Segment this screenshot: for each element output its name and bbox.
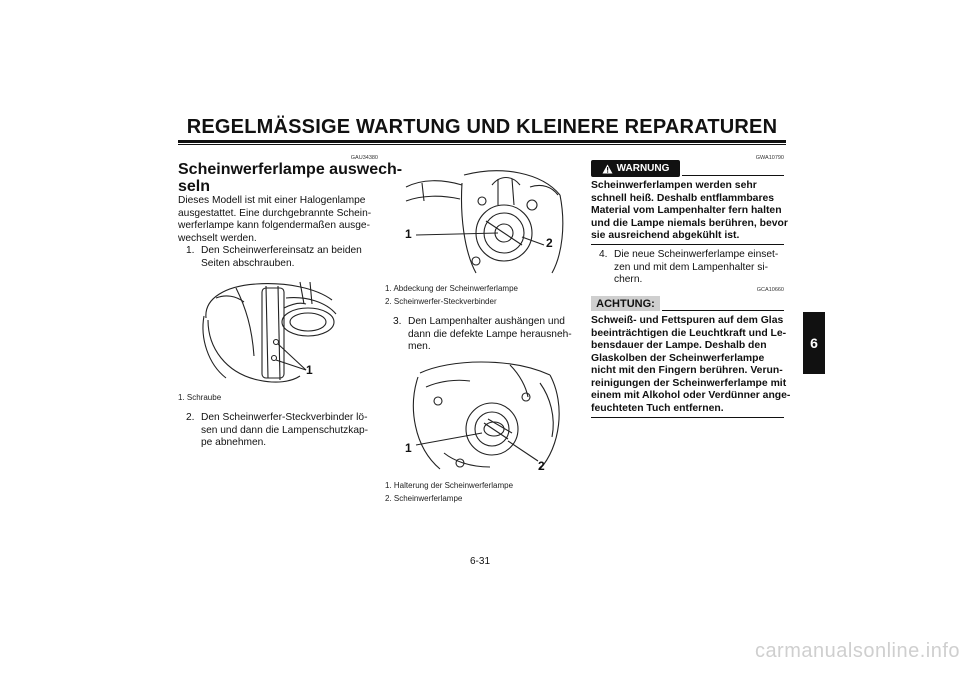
step-4-line-2: zen und mit dem Lampenhalter si-	[614, 262, 769, 273]
step-2-number: 2.	[186, 412, 195, 423]
caution-line-3: bensdauer der Lampe. Deshalb den	[591, 340, 767, 351]
step-1-line-1: Den Scheinwerfereinsatz an beiden	[201, 245, 362, 256]
figure-3-caption-1: 1. Halterung der Scheinwerferlampe	[385, 481, 514, 490]
caution-header-rule	[662, 310, 784, 311]
chapter-tab: 6	[803, 312, 825, 374]
warning-line-1: Scheinwerferlampen werden sehr	[591, 180, 757, 191]
caution-line-7: einem mit Alkohol oder Verdünner ange-	[591, 390, 791, 401]
caution-label: ACHTUNG:	[596, 297, 655, 310]
watermark-text: carmanualsonline.info	[754, 640, 960, 662]
figure-1-screw-illustration	[196, 278, 342, 388]
figure-3-caption-2: 2. Scheinwerferlampe	[385, 494, 463, 503]
caution-line-2: beeinträchtigen die Leuchtkraft und Le-	[591, 328, 787, 339]
caution-line-8: feuchteten Tuch entfernen.	[591, 403, 724, 414]
figure-2-caption-1: 1. Abdeckung der Scheinwerferlampe	[385, 284, 518, 293]
figure-3-callout-2: 2	[538, 459, 545, 473]
page-header-title: REGELMÄSSIGE WARTUNG UND KLEINERE REPARATUREN	[186, 116, 778, 138]
figure-2-headlight-connector-illustration	[402, 165, 568, 277]
figure-2-caption-2: 2. Scheinwerfer-Steckverbinder	[385, 297, 497, 306]
intro-line-2: ausgestattet. Eine durchgebrannte Schein-	[178, 208, 372, 219]
warning-header-rule	[682, 175, 784, 176]
warning-footer-rule	[591, 244, 784, 245]
step-1-line-2: Seiten abschrauben.	[201, 258, 295, 269]
caution-line-4: Glaskolben der Scheinwerferlampe	[591, 353, 765, 364]
warning-line-2: schnell heiß. Deshalb entflammbares	[591, 193, 775, 204]
warning-line-3: Material vom Lampenhalter fern halten	[591, 205, 782, 216]
caution-footer-rule	[591, 417, 784, 418]
step-3-line-2: dann die defekte Lampe herausneh-	[408, 329, 572, 340]
caution-badge	[591, 296, 660, 311]
step-2-line-3: pe abnehmen.	[201, 437, 267, 448]
section-code: GAU34380	[350, 155, 378, 161]
step-4-line-1: Die neue Scheinwerferlampe einset-	[614, 249, 779, 260]
figure-2-callout-1: 1	[405, 227, 412, 241]
intro-line-1: Dieses Modell ist mit einer Halogenlampe	[178, 195, 366, 206]
section-title-line2: seln	[178, 178, 211, 195]
warning-line-4: und die Lampe niemals berühren, bevor	[591, 218, 788, 229]
figure-3-bulb-holder-illustration	[400, 357, 568, 475]
figure-3-callout-1: 1	[405, 441, 412, 455]
step-4-line-3: chern.	[614, 274, 643, 285]
step-2-line-1: Den Scheinwerfer-Steckverbinder lö-	[201, 412, 368, 423]
page-number: 6-31	[469, 556, 490, 567]
caution-line-6: reinigungen der Scheinwerferlampe mit	[591, 378, 787, 389]
caution-line-5: nicht mit den Fingern berühren. Verun-	[591, 365, 783, 376]
warning-code: GWA10790	[755, 155, 784, 161]
step-3-line-1: Den Lampenhalter aushängen und	[408, 316, 565, 327]
caution-code: GCA10660	[756, 287, 784, 293]
warning-line-5: sie ausreichend abgekühlt ist.	[591, 230, 740, 241]
warning-label: WARNUNG	[616, 163, 670, 174]
intro-line-3: werferlampe kann folgendermaßen ausge-	[178, 220, 370, 231]
step-3-line-3: men.	[408, 341, 431, 352]
header-rule-thin	[178, 144, 786, 145]
step-1-number: 1.	[186, 245, 195, 256]
warning-triangle-icon	[602, 164, 613, 174]
header-rule-thick	[178, 140, 786, 143]
step-3-number: 3.	[393, 316, 402, 327]
caution-line-1: Schweiß- und Fettspuren auf dem Glas	[591, 315, 784, 326]
warning-badge	[591, 160, 680, 177]
step-4-number: 4.	[599, 249, 608, 260]
figure-1-callout-1: 1	[306, 363, 313, 377]
figure-2-callout-2: 2	[546, 236, 553, 250]
section-title-line1: Scheinwerferlampe auswech-	[178, 161, 403, 178]
step-2-line-2: sen und dann die Lampenschutzkap-	[201, 425, 369, 436]
intro-line-4: wechselt werden.	[178, 233, 257, 244]
figure-1-caption: 1. Schraube	[178, 393, 222, 402]
